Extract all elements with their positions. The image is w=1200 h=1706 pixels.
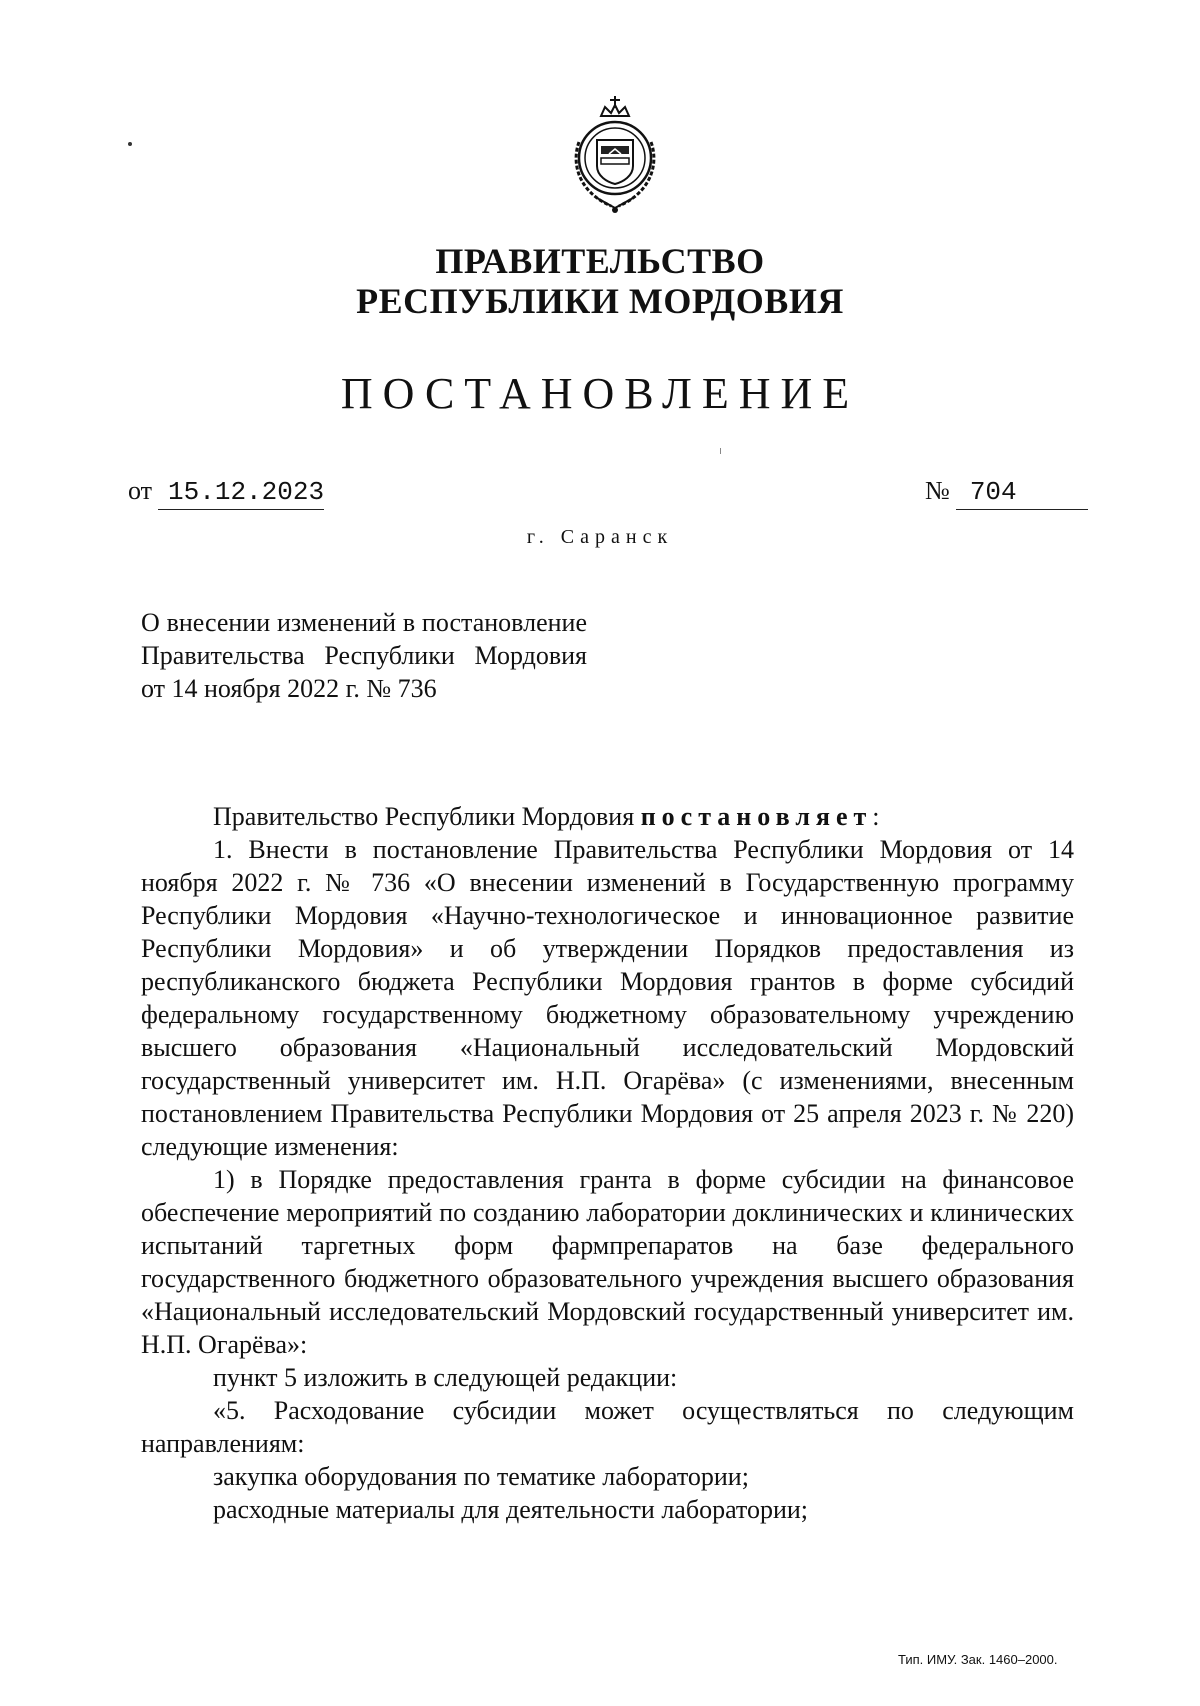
document-body: [141, 800, 1074, 1526]
paragraph-2: 1) в Порядке предоставления гранта в форме субсидии на финансовое обеспечение мероприятий по созданию лаборатории доклинических и клинических испытаний таргетных форм фармпрепаратов на базе федерального государственного бюджетного образовательного учреждения высшего образования «Национальный исследовательский Мордовский государственный университет им. Н.П. Огарёва»:: [141, 1165, 1074, 1359]
paragraph-5: закупка оборудования по тематике лаборатории;: [213, 1462, 749, 1491]
scan-artifact: [720, 448, 721, 454]
city-line: г. Саранск: [526, 526, 674, 548]
decree-word: постановляет: [640, 802, 873, 831]
decree-intro-prefix: Правительство Республики Мордовия: [213, 802, 641, 831]
print-mark: Тип. ИМУ. Зак. 1460–2000.: [898, 1652, 1058, 1667]
date-label: от: [128, 476, 153, 505]
document-subject: О внесении изменений в постановление Правительства Республики Мордовия от 14 ноября 2022 г. № 736: [141, 608, 587, 703]
document-type-title: ПОСТАНОВЛЕНИЕ: [340, 369, 860, 418]
paragraph-1: 1. Внести в постановление Правительства Республики Мордовия от 14 ноября 2022 г. № 736 «О внесении изменений в Государственную программу Республики Мордовия «Научно-технологическое и инновационное развитие Республики Мордовия» и об утверждении Порядков предоставления из республиканского бюджета Республики Мордовия грантов в форме субсидий федеральному государственному бюджетному образовательному учреждению высшего образования «Национальный исследовательский Мордовский государственный университет им. Н.П. Огарёва» (с изменениями, внесенным постановлением Правительства Республики Мордовия от 25 апреля 2023 г. № 220) следующие изменения:: [141, 835, 1074, 1161]
organization-name-line-2: РЕСПУБЛИКИ МОРДОВИЯ: [356, 281, 844, 321]
paragraph-3: пункт 5 изложить в следующей редакции:: [213, 1363, 678, 1392]
decree-intro: [141, 800, 1074, 833]
document-date: [128, 476, 324, 510]
document-number: [925, 476, 1088, 510]
scan-artifact: [128, 142, 132, 146]
number-value: 704: [956, 477, 1088, 510]
paragraph-4: «5. Расходование субсидии может осуществляться по следующим направлениям:: [141, 1396, 1074, 1458]
paragraph-6: расходные материалы для деятельности лаборатории;: [213, 1495, 809, 1524]
date-value: 15.12.2023: [158, 477, 324, 510]
number-label: №: [925, 476, 950, 505]
coat-of-arms-emblem-icon: [561, 94, 669, 216]
organization-name-line-1: ПРАВИТЕЛЬСТВО: [435, 241, 765, 281]
decree-intro-suffix: :: [872, 802, 880, 831]
